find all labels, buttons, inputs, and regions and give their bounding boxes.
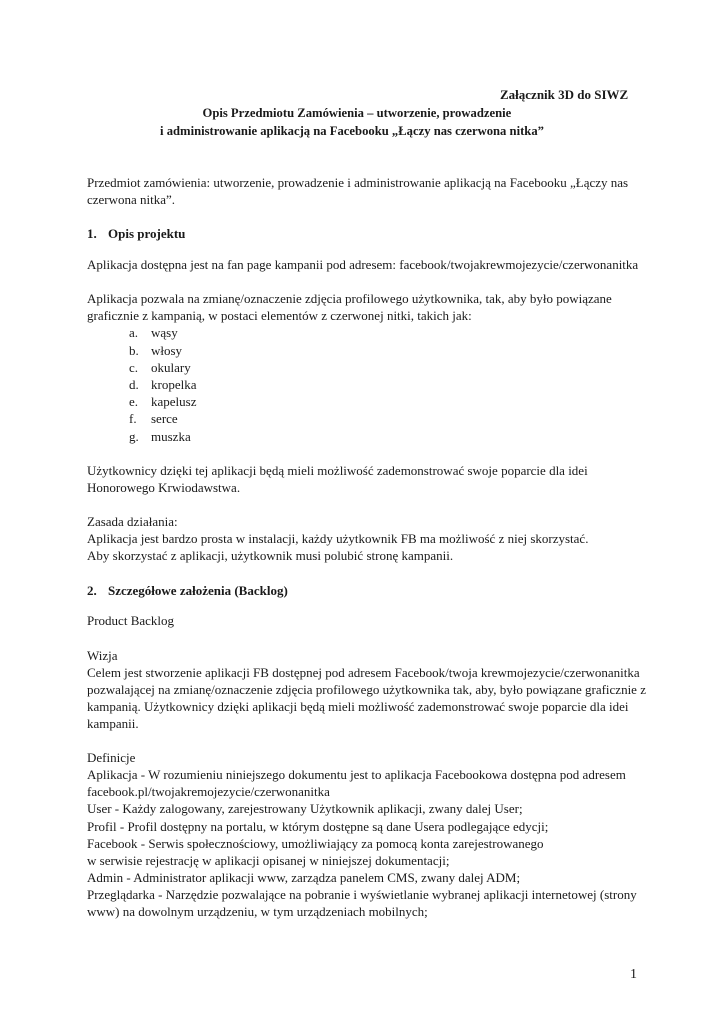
operation-title: Zasada działania: xyxy=(87,514,178,529)
definition-line: facebook.pl/twojakremojezycie/czerwonanitka xyxy=(87,784,330,799)
section-2-number: 2. xyxy=(87,583,97,598)
document-title-line-1: Opis Przedmiotu Zamówienia – utworzenie, prowadzenie xyxy=(202,105,512,120)
vision-title: Wizja xyxy=(87,648,118,663)
app-address-paragraph: Aplikacja dostępna jest na fan page kampanii pod adresem: facebook/twojakrewmojezycie/czerwonanitka xyxy=(87,257,639,272)
list-item-marker: g. xyxy=(129,429,139,444)
list-item-marker: a. xyxy=(129,325,139,340)
vision-line: pozwalającej na zmianę/oznaczenie zdjęcia profilowego użytkownika tak, aby, było powiązane graficznie z xyxy=(87,682,646,697)
intro-line-2: czerwona nitka”. xyxy=(87,192,176,207)
intro-line-1: Przedmiot zamówienia: utworzenie, prowadzenie i administrowanie aplikacją na Facebooku „Łączy nas xyxy=(87,175,629,190)
list-item: kapelusz xyxy=(151,394,197,409)
vision-line: Celem jest stworzenie aplikacji FB dostępnej pod adresem Facebook/twoja krewmojezycie/czerwonanitka xyxy=(87,665,640,680)
operation-line-1: Aplikacja jest bardzo prosta w instalacji, każdy użytkownik FB ma możliwość z niej skorzystać. xyxy=(87,531,589,546)
annex-label: Załącznik 3D do SIWZ xyxy=(500,87,629,102)
list-item-marker: c. xyxy=(129,360,139,375)
list-item-marker: d. xyxy=(129,377,139,392)
page-number: 1 xyxy=(630,967,637,982)
definition-line: Przeglądarka - Narzędzie pozwalające na pobranie i wyświetlanie wybranej aplikacji internetowej (strony xyxy=(87,887,637,902)
list-item-marker: e. xyxy=(129,394,139,409)
definition-line: www) na dowolnym urządzeniu, w tym urządzeniach mobilnych; xyxy=(87,904,428,919)
vision-line: kampanią. Użytkownicy dzięki aplikacji będą mieli możliwość zademonstrować swoje poparcie dla idei xyxy=(87,699,629,714)
list-item: wąsy xyxy=(151,325,178,340)
definition-line: Profil - Profil dostępny na portalu, w którym dostępne są dane Usera podlegające edycji; xyxy=(87,819,549,834)
users-paragraph-line-1: Użytkownicy dzięki tej aplikacji będą mieli możliwość zademonstrować swoje poparcie dla idei xyxy=(87,463,588,478)
vision-line: kampanii. xyxy=(87,716,139,731)
app-description-line-2: graficznie z kampanią, w postaci elementów z czerwonej nitki, takich jak: xyxy=(87,308,472,323)
product-backlog-label: Product Backlog xyxy=(87,613,175,628)
list-item: okulary xyxy=(151,360,191,375)
definition-line: w serwisie rejestrację w aplikacji opisanej w niniejszej dokumentacji; xyxy=(87,853,450,868)
section-1-heading: Opis projektu xyxy=(108,226,186,241)
definition-line: Aplikacja - W rozumieniu niniejszego dokumentu jest to aplikacja Facebookowa dostępna pod adresem xyxy=(87,767,626,782)
definition-line: Facebook - Serwis społecznościowy, umożliwiający za pomocą konta zarejestrowanego xyxy=(87,836,544,851)
app-description-line-1: Aplikacja pozwala na zmianę/oznaczenie zdjęcia profilowego użytkownika, tak, aby było powiązane xyxy=(87,291,612,306)
list-item: kropelka xyxy=(151,377,197,392)
list-item-marker: f. xyxy=(129,411,137,426)
list-item: serce xyxy=(151,411,178,426)
section-1-number: 1. xyxy=(87,226,97,241)
operation-line-2: Aby skorzystać z aplikacji, użytkownik musi polubić stronę kampanii. xyxy=(87,548,454,563)
document-title-line-2: i administrowanie aplikacją na Facebooku „Łączy nas czerwona nitka” xyxy=(160,123,544,138)
users-paragraph-line-2: Honorowego Krwiodawstwa. xyxy=(87,480,241,495)
list-item: włosy xyxy=(151,343,183,358)
list-item-marker: b. xyxy=(129,343,139,358)
definition-line: User - Każdy zalogowany, zarejestrowany Użytkownik aplikacji, zwany dalej User; xyxy=(87,801,523,816)
list-item: muszka xyxy=(151,429,191,444)
definition-line: Admin - Administrator aplikacji www, zarządza panelem CMS, zwany dalej ADM; xyxy=(87,870,521,885)
section-2-heading: Szczegółowe założenia (Backlog) xyxy=(108,583,288,598)
definitions-title: Definicje xyxy=(87,750,136,765)
